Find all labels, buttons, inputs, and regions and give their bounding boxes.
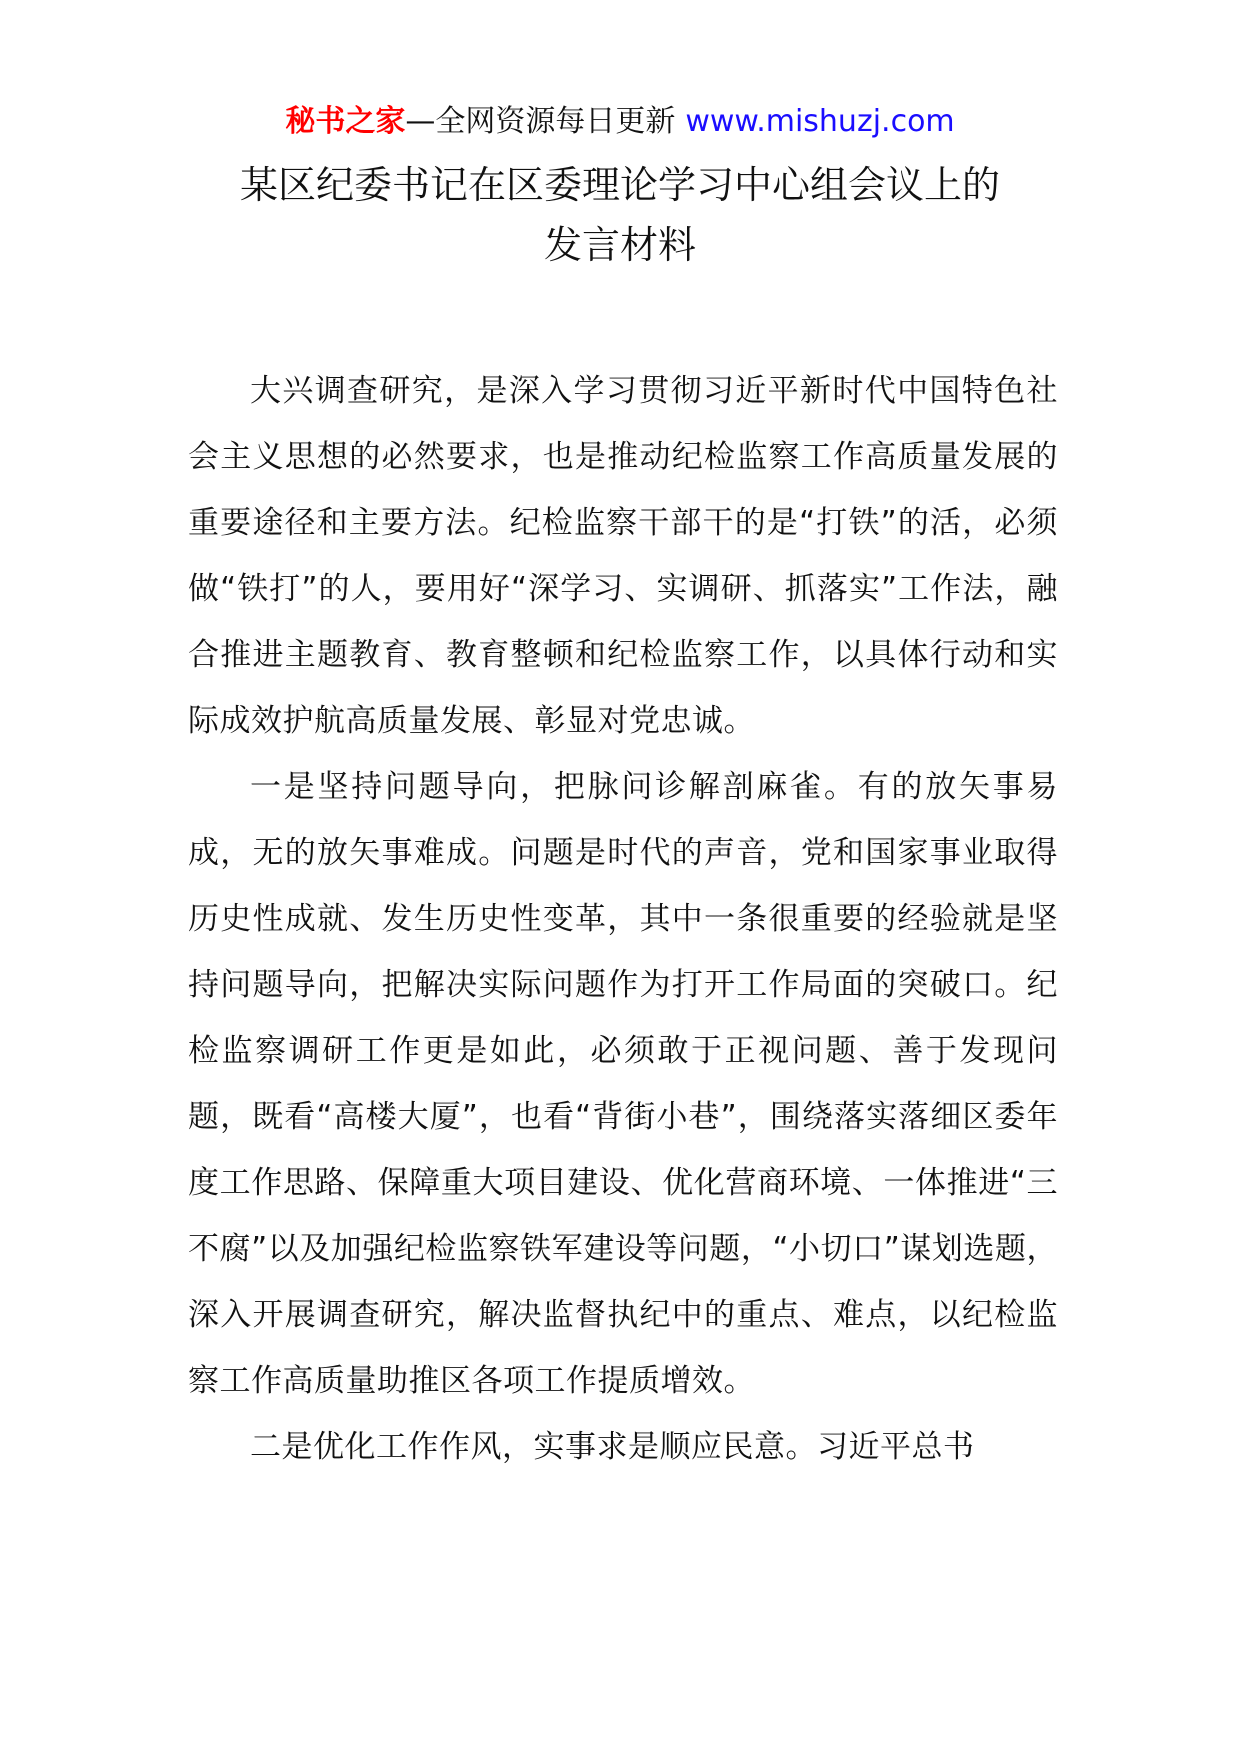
paragraph-2 [188,754,1058,1414]
paragraph-2-lead: 一是坚持问题导向，把脉问诊解剖麻雀。 [250,769,858,805]
paragraph-3-text: 习近平总书 [817,1429,975,1465]
title-line-2: 发言材料 [543,223,696,267]
site-link[interactable]: www.mishuzj.com [685,104,955,139]
paragraph-3 [188,1414,1058,1480]
header-tagline: —全网资源每日更新 [405,104,676,139]
paragraph-2-text: 有的放矢事易成，无的放矢事难成。问题是时代的声音，党和国家事业取得历史性成就、发生历史性变革，其中一条很重要的经验就是坚持问题导向，把解决实际问题作为打开工作局面的突破口。纪检监察调研工作更是如此，必须敢于正视问题、善于发现问题，既看“高楼大厦”，也看“背街小巷”，围绕落实落细区委年度工作思路、保障重大项目建设、优化营商环境、一体推进“三不腐”以及加强纪检监察铁军建设等问题，“小切口”谋划选题，深入开展调查研究，解决监督执纪中的重点、难点，以纪检监察工作高质量助推区各项工作提质增效。 [188,769,1059,1399]
paragraph-3-lead: 二是优化工作作风，实事求是顺应民意。 [250,1429,817,1465]
paragraph-1: 大兴调查研究，是深入学习贯彻习近平新时代中国特色社会主义思想的必然要求，也是推动纪检监察工作高质量发展的重要途径和主要方法。纪检监察干部干的是“打铁”的活，必须做“铁打”的人，要用好“深学习、实调研、抓落实”工作法，融合推进主题教育、教育整顿和纪检监察工作，以具体行动和实际成效护航高质量发展、彰显对党忠诚。 [188,373,1058,739]
brand-name: 秘书之家 [285,104,406,139]
document-title [120,155,1120,275]
title-line-1: 某区纪委书记在区委理论学习中心组会议上的 [239,163,1000,207]
document-body [188,358,1058,1480]
site-header [0,102,1240,142]
